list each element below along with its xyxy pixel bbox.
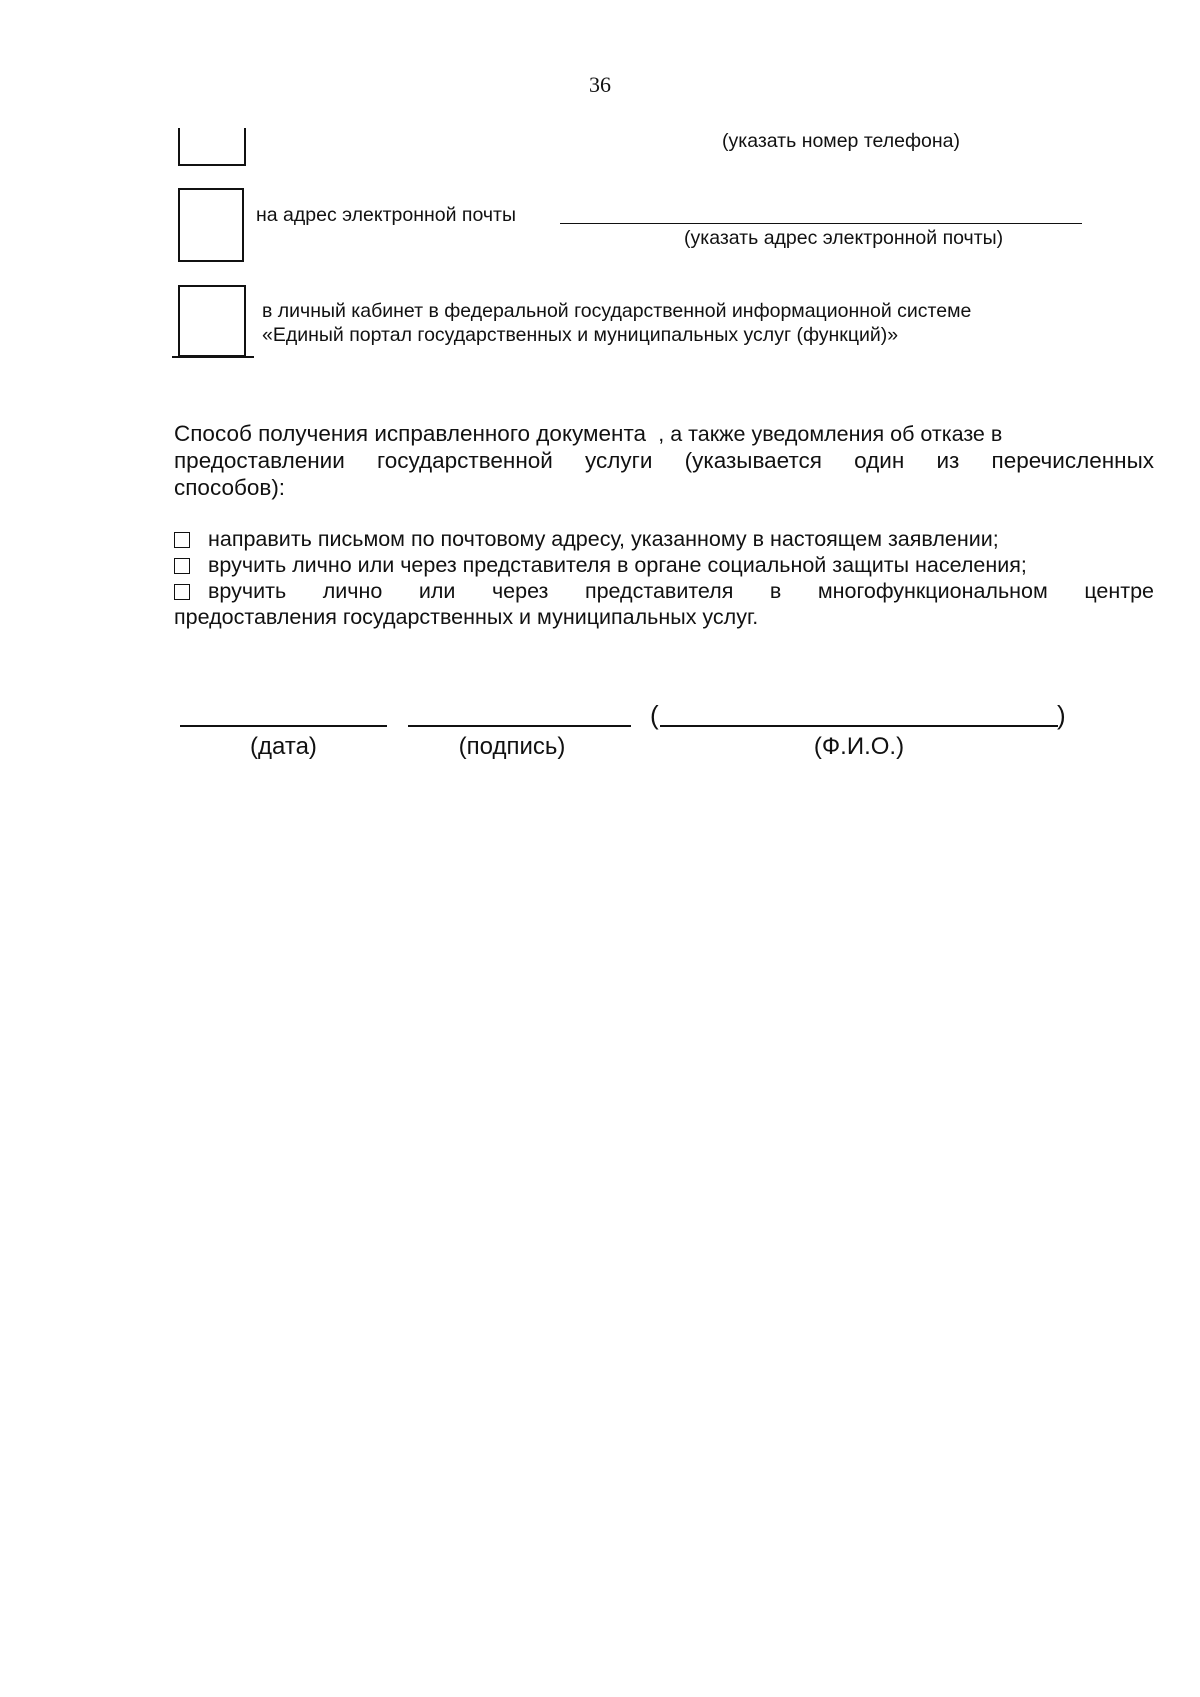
phone-hint: (указать номер телефона) [722, 130, 960, 152]
date-label: (дата) [250, 733, 317, 760]
date-line[interactable] [180, 725, 387, 727]
method-heading-part1: Способ получения исправленного документа [174, 421, 647, 446]
page-number: 36 [589, 72, 611, 97]
email-option-box[interactable] [178, 188, 244, 262]
portal-box-underline [172, 356, 254, 358]
signature-line[interactable] [408, 725, 631, 727]
method-heading [174, 420, 1154, 448]
name-label: (Ф.И.О.) [813, 733, 905, 760]
portal-label-line1: в личный кабинет в федеральной государственной информационной системе [262, 300, 972, 322]
method-heading-line3: способов): [174, 475, 286, 500]
email-input-line[interactable] [560, 223, 1082, 224]
method-option-2[interactable] [174, 552, 1027, 579]
method-option-1-label: направить письмом по почтовому адресу, указанному в настоящем заявлении; [208, 527, 999, 551]
email-label: на адрес электронной почты [256, 204, 517, 226]
method-heading-line2: предоставлении государственной услуги (указывается один из перечисленных [174, 448, 1154, 473]
method-option-3-continued: предоставления государственных и муниципальных услуг. [174, 605, 759, 629]
method-option-3-label: вручить лично или через представителя в многофункциональном центре [208, 579, 1154, 603]
checkbox-icon[interactable] [174, 584, 190, 600]
phone-option-box[interactable] [178, 128, 246, 166]
signature-label: (подпись) [458, 733, 566, 760]
name-close-paren: ) [1057, 700, 1066, 730]
portal-option-box[interactable] [178, 285, 246, 357]
method-option-2-label: вручить лично или через представителя в органе социальной защиты населения; [208, 553, 1027, 577]
method-option-3[interactable] [174, 578, 1154, 605]
checkbox-icon[interactable] [174, 532, 190, 548]
portal-label-line2: «Единый портал государственных и муниципальных услуг (функций)» [262, 324, 899, 346]
method-option-1[interactable] [174, 526, 999, 553]
name-line[interactable] [660, 725, 1058, 727]
method-heading-part2: , а также уведомления об отказе в [658, 422, 1003, 446]
name-open-paren: ( [650, 700, 659, 730]
email-hint: (указать адрес электронной почты) [684, 227, 1004, 249]
checkbox-icon[interactable] [174, 558, 190, 574]
